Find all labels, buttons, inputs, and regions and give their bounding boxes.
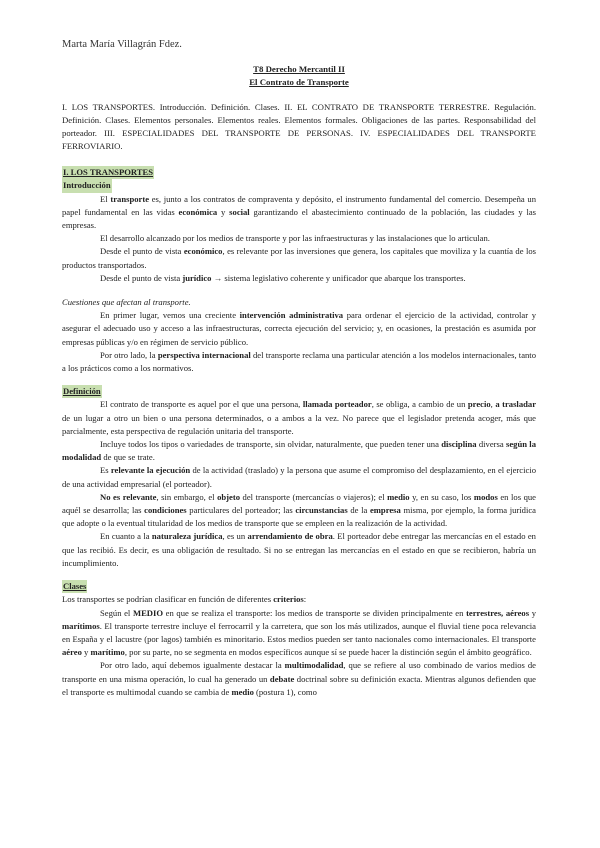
section-heading: I. LOS TRANSPORTES — [62, 166, 154, 179]
definition-paragraph-4: No es relevante, sin embargo, el objeto del transporte (mercancías o viajeros); el medio y, en su caso, los modos en los que aquél se desarrolla; las condiciones particulares del porteador; las circunstancias de la empresa misma, por ejemplo, la forma jurídica que adopte o la eventual titularidad de los medios de transporte que se empleen en la realización de la actividad. — [62, 491, 536, 529]
classes-paragraph-1: Según el MEDIO en que se realiza el transporte: los medios de transporte se dividen principalmente en terrestres, aéreos y marítimos. El transporte terrestre incluye el ferrocarril y la carretera, que son los más utilizados, aunque el fluvial tiene poca relevancia en España y el lacustre (por lagos) también es minoritario. Estos medios pueden ser tanto nacionales como internacionales. El transporte aéreo y marítimo, por su parte, no se segmenta en modos específicos aunque sí se puede hacer la distinción según el ámbito geográfico. — [62, 607, 536, 658]
intro-paragraph-2: El desarrollo alcanzado por los medios de transporte y por las infraestructuras y las instalaciones que lo articulan. — [100, 233, 490, 244]
document-page — [62, 38, 536, 699]
issues-paragraph-2: Por otro lado, la perspectiva internacional del transporte reclama una particular atención a los modelos internacionales, tanto a los prácticos como a los normativos. — [62, 349, 536, 374]
issues-paragraph-1: En primer lugar, vemos una creciente intervención administrativa para ordenar el ejercicio de la actividad, controlar y asegurar el adecuado uso y acceso a las infraestructuras, correcta ejecución del servicio; y, en ocasiones, la prestación es asumida por empresas públicas y/o en régimen de servicio público. — [62, 310, 537, 347]
intro-paragraph-4: Desde el punto de vista jurídico → sistema legislativo coherente y unificador que abarque los transportes. — [100, 272, 466, 283]
title-line-2: El Contrato de Transporte — [249, 77, 349, 88]
table-of-contents-summary: I. LOS TRANSPORTES. Introducción. Definición. Clases. II. EL CONTRATO DE TRANSPORTE TERRESTRE. Regulación. Definición. Clases. Elementos personales. Elementos reales. Elementos formales. Obligaciones de las partes. Responsabilidad del porteador. III. ESPECIALIDADES DEL TRANSPORTE DE PERSONAS. IV. ESPECIALIDADES DEL TRANSPORTE FERROVIARIO. — [62, 102, 536, 152]
intro-paragraph-3: Desde el punto de vista económico, es relevante por las inversiones que genera, los capitales que moviliza y la cuantía de los productos transportados. — [62, 246, 536, 270]
classes-heading: Clases — [62, 580, 87, 593]
document-title — [62, 63, 536, 89]
definition-paragraph-3: Es relevante la ejecución de la actividad (traslado) y la persona que asume el compromiso del desplazamiento, en el ejercicio de una actividad empresarial (el porteador). — [62, 465, 536, 489]
title-line-1: T8 Derecho Mercantil II — [253, 64, 345, 75]
definition-heading: Definición — [62, 385, 102, 398]
definition-paragraph-5: En cuanto a la naturaleza jurídica, es un arrendamiento de obra. El porteador debe entregar las mercancías en el estado en que las recibió. Es decir, es una obligación de resultado. Si no se entregan las mercancías en el estado en que se recibieron, habría un incumplimiento. — [62, 531, 536, 568]
arrow-right-icon: → — [213, 272, 223, 283]
definition-paragraph-2: Incluye todos los tipos o variedades de transporte, sin olvidar, naturalmente, que pueden tener una disciplina diversa según la modalidad de que se trate. — [62, 439, 536, 463]
author-name: Marta María Villagrán Fdez. — [62, 39, 182, 50]
issues-heading: Cuestiones que afectan al transporte. — [62, 297, 191, 308]
classes-paragraph-2: Por otro lado, aquí debemos igualmente destacar la multimodalidad, que se refiere al uso combinado de varios medios de transporte en una misma operación, lo cual ha generado un debate doctrinal sobre su definición exacta. Mientras algunos defienden que el transporte es multimodal cuando se cambia de medio (postura 1), como — [62, 660, 536, 697]
section-los-transportes — [62, 166, 536, 699]
classes-lead: Los transportes se podrían clasificar en función de diferentes criterios: — [62, 594, 307, 605]
intro-paragraph-1: El transporte es, junto a los contratos de compraventa y depósito, el instrumento fundamental del comercio. Desempeña un papel fundamental en las vidas económica y social garantizando el abastecimiento continuado de la población, las ciudades y las empresas. — [62, 193, 536, 231]
definition-paragraph-1: El contrato de transporte es aquel por el que una persona, llamada porteador, se obliga, a cambio de un precio, a trasladar de un lugar a otro un bien o una persona determinados, o a ambos a la vez. No parece que el legislador pretenda acoger, más que parcialmente, esta perspectiva de regulación unitaria del transporte. — [62, 399, 537, 436]
intro-heading: Introducción — [62, 179, 112, 192]
